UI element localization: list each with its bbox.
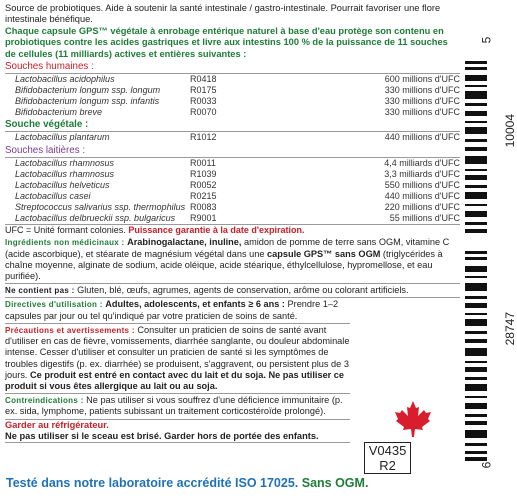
strain-name: Bifidobacterium longum ssp. longum <box>15 85 161 96</box>
strain-name: Streptococcus salivarius ssp. thermophilus <box>15 201 186 212</box>
strain-code: R0175 <box>190 85 217 96</box>
contraindications-label: Contreindications : <box>5 396 84 406</box>
strain-row <box>5 96 460 107</box>
strain-amount: 440 millions d'UFC <box>384 190 460 201</box>
strain-row <box>5 85 460 96</box>
barcode-digit-last: 5 <box>479 36 494 44</box>
strain-code: R0033 <box>190 96 217 107</box>
strain-name: Lactobacillus rhamnosus <box>15 168 115 179</box>
strain-name: Lactobacillus helveticus <box>15 179 110 190</box>
barcode-digit-group-1: 28747 <box>503 312 517 346</box>
strain-row <box>5 191 460 202</box>
strain-code: R0052 <box>190 179 217 190</box>
strain-code: R0418 <box>190 74 217 85</box>
refrigerate-notice: Garder au réfrigérateur. <box>5 419 109 430</box>
lot-revision: R2 <box>379 458 396 473</box>
intro-text: Source de probiotiques. Aide à soutenir la santé intestinale / gastro-intestinale. Pourrait favoriser une flore intestinale bénéfique. <box>5 3 441 25</box>
directions-bold: Adultes, adolescents, et enfants ≥ 6 ans : <box>105 299 285 310</box>
strain-amount: 220 millions d'UFC <box>384 201 460 212</box>
non-medicinal-label: Ingrédients non médicinaux : <box>5 238 125 248</box>
non-medicinal-bold-2: capsule GPS™ sans OGM <box>267 248 381 259</box>
strain-name: Lactobacillus casei <box>15 190 91 201</box>
strain-name: Lactobacillus acidophilus <box>15 74 115 85</box>
allergen-free-text: Gluten, blé, œufs, agrumes, agents de conservation, arôme ou colorant artificiels. <box>74 285 409 296</box>
contraindications <box>5 394 350 419</box>
directions <box>5 298 350 323</box>
strain-amount: 330 millions d'UFC <box>384 85 460 96</box>
strain-amount: 330 millions d'UFC <box>384 107 460 118</box>
strain-name: Bifidobacterium longum ssp. infantis <box>15 96 160 107</box>
strain-amount: 550 millions d'UFC <box>384 179 460 190</box>
ufc-note: UFC = Unité formant colonies. <box>5 225 126 236</box>
ufc-note-line <box>5 224 460 236</box>
strain-row <box>5 180 460 191</box>
contraindications-text: Ne pas utiliser si vous souffrez d'une déficience immunitaire (p. ex. sida, lymphome, patients subissant un traitement corticostéroïde prolongé). <box>5 395 343 417</box>
strain-amount: 600 millions d'UFC <box>384 74 460 85</box>
label-content <box>5 3 460 443</box>
lot-code-box <box>364 442 411 474</box>
strain-row <box>5 132 460 143</box>
potency-guarantee: Puissance garantie à la date d'expiration. <box>128 225 305 236</box>
strain-row <box>5 107 460 118</box>
section-title-dairy: Souches laitières : <box>5 145 460 158</box>
capsule-description: Chaque capsule GPS™ végétale à enrobage entérique naturel à base d'eau protège son contenu en probiotiques contre les acides gastriques et livre aux intestins 100 % de la puissance de 11 souches de cellules (11 milliards) actives et entières suivantes : <box>5 25 448 59</box>
strain-row <box>5 74 460 85</box>
section-title-human: Souches humaines : <box>5 61 460 74</box>
precautions-bold: Ce produit est entré en contact avec du lait et du soja. Ne pas utiliser ce produit si vous êtes allergique au lait ou au soja. <box>5 369 345 391</box>
strain-code: R1039 <box>190 168 217 179</box>
strain-amount: 4,4 milliards d'UFC <box>384 157 460 168</box>
strain-name: Lactobacillus delbrueckii ssp. bulgaricus <box>15 212 176 223</box>
precautions <box>5 324 350 394</box>
barcode-digit-group-2: 10004 <box>503 114 517 148</box>
strain-amount: 440 millions d'UFC <box>384 132 460 143</box>
non-medicinal-ingredients <box>5 236 460 284</box>
allergen-free-label: Ne contient pas : <box>5 286 75 296</box>
strain-code: R9001 <box>190 212 217 223</box>
strain-name: Lactobacillus rhamnosus <box>15 157 115 168</box>
non-medicinal-text-2: (triglycérides à chaîne moyenne, alginate de sodium, acide oléique, acide stéarique, éthylcellulose, hypromellose, et eau purifiée). <box>5 248 443 282</box>
strain-code: R0083 <box>190 201 217 212</box>
upc-barcode <box>465 6 517 476</box>
allergen-free <box>5 284 460 298</box>
strain-code: R0011 <box>190 157 216 168</box>
maple-leaf-icon <box>393 399 433 439</box>
barcode-bars <box>465 61 487 461</box>
strain-name: Bifidobacterium breve <box>15 107 103 118</box>
strain-code: R0215 <box>190 190 217 201</box>
section-title-plant: Souche végétale : <box>5 119 460 132</box>
strain-code: R0070 <box>190 107 217 118</box>
strain-code: R1012 <box>190 132 217 143</box>
strain-row <box>5 213 460 224</box>
footer-non-gmo: Sans OGM. <box>301 476 369 490</box>
strain-amount: 3,3 milliards d'UFC <box>384 168 460 179</box>
lot-code: V0435 <box>368 443 407 458</box>
strain-amount: 330 millions d'UFC <box>384 96 460 107</box>
strain-row <box>5 158 460 169</box>
strain-row <box>5 169 460 180</box>
seal-warning: Ne pas utiliser si le sceau est brisé. Garder hors de portée des enfants. <box>5 431 350 443</box>
precautions-label: Précautions et avertissements : <box>5 325 135 335</box>
strain-name: Lactobacillus plantarum <box>15 132 110 143</box>
non-medicinal-text-1: amidon de pomme de terre sans OGM, vitamine C (acide ascorbique), et stéarate de magnésium végétal dans une <box>5 237 450 259</box>
footer-claim <box>6 476 368 490</box>
directions-label: Directives d'utilisation : <box>5 300 103 310</box>
strain-row <box>5 202 460 213</box>
barcode-digit-first: 6 <box>479 461 494 469</box>
non-medicinal-bold-1: Arabinogalactane, inuline, <box>127 237 242 248</box>
directions-text: Prendre 1–2 capsules par jour ou tel qu'indiqué par votre praticien de soins de santé. <box>5 299 339 321</box>
strain-amount: 55 millions d'UFC <box>389 212 460 223</box>
precautions-text: Consulter un praticien de soins de santé avant d'utiliser en cas de fièvre, vomissements, diarrhée sanglante, ou douleur abdominale intense. Cesser d'utiliser et consulter un praticien de santé si les symptômes de troubles digestifs (p. ex. diarrhée) se produisent, s'aggravent, ou persistent plus de 3 jours. <box>5 324 350 380</box>
footer-lab-claim: Testé dans notre laboratoire accrédité ISO 17025. <box>6 476 299 490</box>
